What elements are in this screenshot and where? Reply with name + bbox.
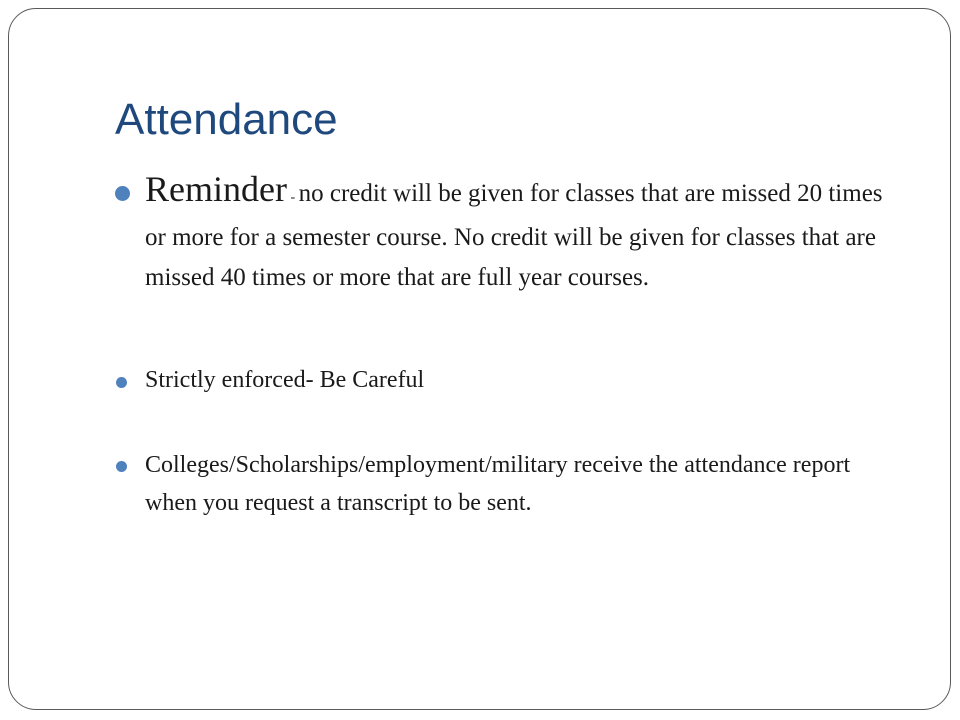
slide-frame — [8, 8, 951, 710]
reminder-lead-word: Reminder — [145, 169, 287, 209]
reminder-text: no credit will be given for classes that are missed 20 times or more for a semester course. No credit will be given for classes that are missed 40 times or more that are full year courses. — [145, 180, 883, 291]
slide-title: Attendance — [115, 95, 338, 144]
strictly-enforced-text: Strictly enforced- Be Careful — [145, 367, 425, 393]
reminder-dash: - — [286, 190, 299, 205]
bullet-dot-icon — [116, 377, 127, 388]
transcript-text: Colleges/Scholarships/employment/military receive the attendance report when you request a transcript to be sent. — [145, 452, 851, 516]
bullet-item-transcript — [115, 446, 905, 522]
bullet-list — [115, 169, 905, 522]
bullet-dot-icon — [116, 461, 127, 472]
bullet-item-reminder — [115, 169, 905, 298]
bullet-dot-icon — [115, 186, 130, 201]
bullet-item-strictly-enforced — [115, 362, 905, 398]
